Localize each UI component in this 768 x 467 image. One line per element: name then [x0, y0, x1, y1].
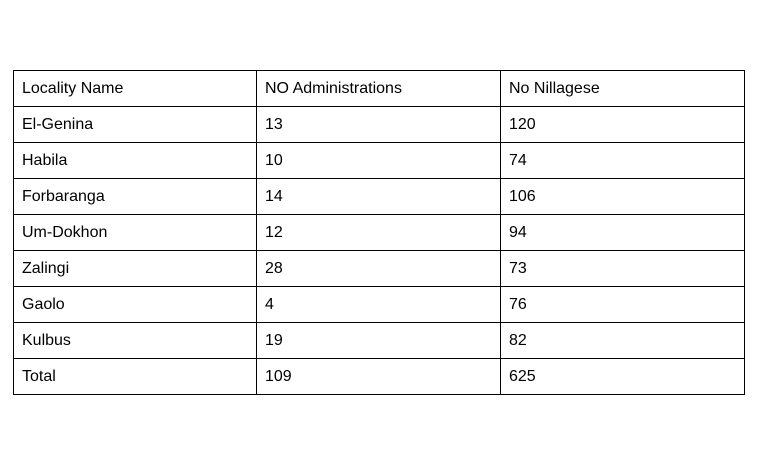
- cell-villages: 74: [501, 143, 745, 179]
- cell-administrations: 12: [257, 215, 501, 251]
- cell-locality-name: Gaolo: [14, 287, 257, 323]
- cell-villages: 82: [501, 323, 745, 359]
- cell-locality-name: Kulbus: [14, 323, 257, 359]
- locality-table-container: [13, 70, 745, 395]
- table-total-row: [14, 359, 745, 395]
- cell-locality-name: Habila: [14, 143, 257, 179]
- cell-total-administrations: 109: [257, 359, 501, 395]
- cell-administrations: 10: [257, 143, 501, 179]
- cell-administrations: 13: [257, 107, 501, 143]
- table-row: [14, 323, 745, 359]
- cell-administrations: 19: [257, 323, 501, 359]
- cell-administrations: 4: [257, 287, 501, 323]
- table-row: [14, 251, 745, 287]
- locality-table: [13, 70, 745, 395]
- cell-locality-name: Zalingi: [14, 251, 257, 287]
- table-header-row: [14, 71, 745, 107]
- table-row: [14, 179, 745, 215]
- cell-villages: 73: [501, 251, 745, 287]
- header-no-administrations: NO Administrations: [257, 71, 501, 107]
- cell-villages: 76: [501, 287, 745, 323]
- cell-locality-name: El-Genina: [14, 107, 257, 143]
- header-no-villages: No Nillagese: [501, 71, 745, 107]
- cell-villages: 94: [501, 215, 745, 251]
- cell-locality-name: Forbaranga: [14, 179, 257, 215]
- cell-villages: 120: [501, 107, 745, 143]
- table-row: [14, 107, 745, 143]
- cell-administrations: 28: [257, 251, 501, 287]
- cell-administrations: 14: [257, 179, 501, 215]
- cell-villages: 106: [501, 179, 745, 215]
- cell-total-villages: 625: [501, 359, 745, 395]
- header-locality-name: Locality Name: [14, 71, 257, 107]
- cell-locality-name: Um-Dokhon: [14, 215, 257, 251]
- table-row: [14, 215, 745, 251]
- table-row: [14, 287, 745, 323]
- table-row: [14, 143, 745, 179]
- cell-total-label: Total: [14, 359, 257, 395]
